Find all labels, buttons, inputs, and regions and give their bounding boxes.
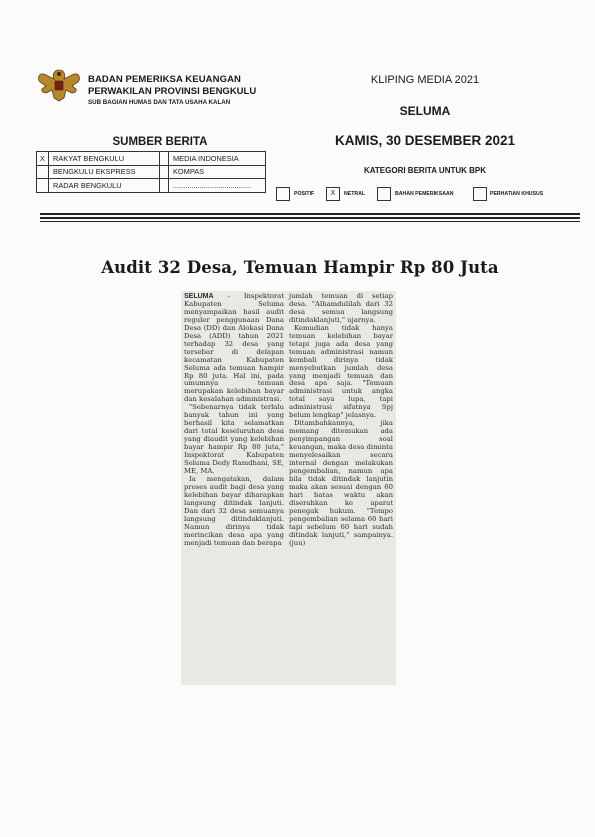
- article-paragraph: jumlah temuan di setiap desa. "Alhamdulilah dari 32 desa semua langsung ditindaklanjuti," ujarnya.: [289, 292, 393, 324]
- sumber-berita-title: SUMBER BERITA: [112, 136, 208, 148]
- source-name: BENGKULU EKSPRESS: [49, 165, 160, 179]
- divider: [40, 221, 580, 222]
- article-paragraph: Ditambahkannya, jika memang ditemukan ada penyimpangan soal keuangan, maka desa diminta menyelesaikan secara internal dengan melakukan pengembalian, namun apa bila tidak ditindak lanjutin maka akan sesuai dengan 60 hari batas waktu akan diserahkan ke aparat penegak hukum. "Tempo pengembalian selama 60 hari tapi sebelum 60 hari sudah ditindak lanjuti," sampainya. (juu): [289, 419, 393, 547]
- source-name: KOMPAS: [169, 165, 266, 179]
- divider: [40, 213, 580, 215]
- category-checkbox-perhatian-khusus: [473, 187, 487, 201]
- category-checkbox-positif: [276, 187, 290, 201]
- category-label-perhatian-khusus: PERHATIAN KHUSUS: [490, 191, 544, 197]
- divider: [40, 217, 580, 219]
- category-checkbox-bahan-pemeriksaan: [377, 187, 391, 201]
- kliping-title: KLIPING MEDIA 2021: [370, 74, 480, 86]
- category-label-positif: POSITIF: [294, 191, 315, 197]
- source-name: RADAR BENGKULU: [49, 179, 160, 193]
- table-row: [37, 152, 266, 166]
- article-dateline: SELUMA: [184, 293, 214, 300]
- region-title: SELUMA: [399, 104, 451, 118]
- source-check: X: [37, 152, 49, 166]
- org-name-line2: PERWAKILAN PROVINSI BENGKULU: [88, 86, 257, 97]
- kategori-title: KATEGORI BERITA UNTUK BPK: [363, 166, 487, 175]
- source-name: RAKYAT BENGKULU: [49, 152, 160, 166]
- garuda-emblem-logo: [36, 66, 82, 104]
- source-name: MEDIA INDONESIA: [169, 152, 266, 166]
- source-check: [37, 165, 49, 179]
- article-paragraph: SELUMA - Inspektorat Kabupaten Seluma menyampaikan hasil audit reguler penggunaan Dana Desa (DD) dan Alokasi Dana Desa (ADD) tahun 2021 terhadap 32 desa yang tersebar di delapan kecamatan Kabupaten Seluma ada temuan hampir Rp 80 juta. Hal ini, pada umumnya temuan merupakan kelebihan bayar dan kesalahan administrasi.: [184, 292, 284, 404]
- org-name-line1: BADAN PEMERIKSA KEUANGAN: [88, 74, 241, 85]
- article-headline: Audit 32 Desa, Temuan Hampir Rp 80 Juta: [101, 258, 499, 277]
- article-column-1: [184, 293, 284, 548]
- date-title: KAMIS, 30 DESEMBER 2021: [334, 133, 516, 148]
- org-name-line3: SUB BAGIAN HUMAS DAN TATA USAHA KALAN: [88, 99, 231, 106]
- article-column-2: [289, 293, 393, 548]
- table-row: [37, 165, 266, 179]
- article-paragraph: "Sebenarnya tidak terlalu banyak tahun ini yang berhasil kita selamatkan dari total keseluruhan desa yang diaudit yang kelebihan bayar hampir Rp 80 juta," Inspektorat Kabupaten Seluma Dedy Ramdhani, SE, ME, MA.: [184, 403, 284, 475]
- category-label-bahan-pemeriksaan: BAHAN PEMERIKSAAN: [395, 191, 454, 197]
- source-name: ......................................: [169, 179, 266, 193]
- category-label-netral: NETRAL: [344, 191, 366, 197]
- article-paragraph: Ia mengatakan, dalam proses audit bagi desa yang kelebihan bayar diharapkan langsung ditindak lanjuti. Dan dari 32 desa semuanya langsung ditindaklanjuti. Namun dirinya tidak merincikan desa apa yang menjadi temuan dan berapa: [184, 474, 284, 547]
- source-check: [37, 179, 49, 193]
- table-row: [37, 179, 266, 193]
- article-paragraph: Kemudian tidak hanya temuan kelebihan bayar tetapi juga ada desa yang temuan administrasi namun kembali dirinya tidak menyebutkan jumlah desa yang menjadi temuan dan desa apa saja. "Temuan administrasi untuk angka total saya lupa, tapi administrasi sifatnya Spj belum lengkap" jelasnya.: [289, 323, 393, 420]
- sumber-berita-table: [36, 151, 266, 193]
- category-checkbox-netral: X: [326, 187, 340, 201]
